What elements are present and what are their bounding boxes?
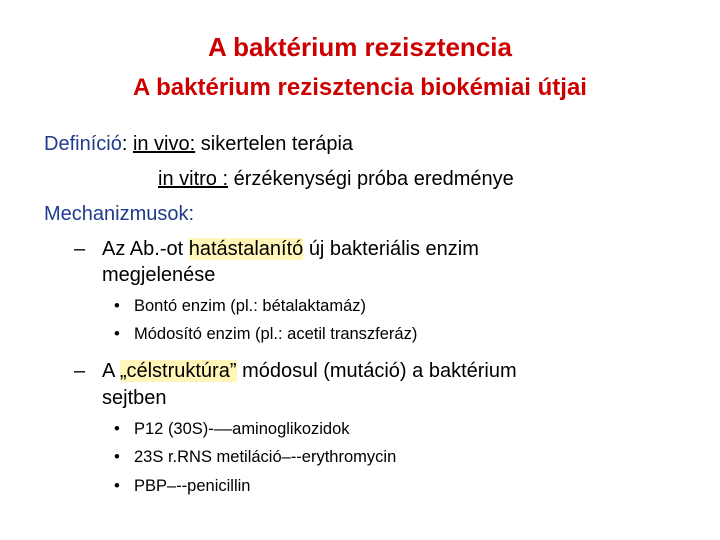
sub-item-text: Módosító enzim (pl.: acetil transzferáz) [134, 325, 418, 343]
mechanism-2-continuation: sejtben [102, 387, 167, 409]
mechanism-1-highlight: hatástalanító [188, 238, 304, 260]
sub-item-text: P12 (30S)-––aminoglikozidok [134, 420, 350, 438]
sub-item-text: PBP–--penicillin [134, 477, 251, 495]
list-item [114, 325, 417, 344]
mechanism-1-pre: Az Ab.-ot [102, 238, 184, 260]
dash-marker: – [74, 238, 86, 260]
page-subtitle: A baktérium rezisztencia biokémiai útjai [133, 74, 587, 101]
mechanism-item-2 [74, 360, 517, 383]
list-item [114, 448, 396, 467]
mechanism-1-continuation: megjelenése [102, 264, 216, 286]
in-vitro-term: in vitro : [158, 168, 229, 190]
list-item [114, 297, 366, 316]
definition-line-in-vitro [158, 168, 514, 191]
mechanism-2-highlight: „célstruktúra” [119, 360, 237, 382]
page-title: A baktérium rezisztencia [208, 32, 512, 62]
list-item [114, 420, 350, 439]
in-vitro-text: érzékenységi próba eredménye [233, 168, 514, 190]
mechanism-2-post: módosul (mutáció) a baktérium [242, 360, 517, 382]
mechanism-2-pre: A [102, 360, 115, 382]
definition-line-in-vivo [44, 133, 353, 156]
in-vivo-text: sikertelen terápia [200, 133, 354, 155]
sub-item-text: 23S r.RNS metiláció–--erythromycin [134, 448, 397, 466]
bullet-marker: • [114, 448, 120, 466]
bullet-marker: • [114, 325, 120, 343]
mechanisms-label: Mechanizmusok: [44, 203, 195, 225]
mechanism-item-1 [74, 238, 479, 261]
bullet-marker: • [114, 420, 120, 438]
definition-label: Definíció [44, 133, 122, 155]
dash-marker: – [74, 360, 86, 382]
mechanism-1-post: új bakteriális enzim [308, 238, 479, 260]
sub-item-text: Bontó enzim (pl.: bétalaktamáz) [134, 297, 367, 315]
in-vivo-term: in vivo: [132, 133, 196, 155]
bullet-marker: • [114, 477, 120, 495]
definition-colon: : [121, 133, 128, 155]
bullet-marker: • [114, 297, 120, 315]
list-item [114, 477, 250, 496]
